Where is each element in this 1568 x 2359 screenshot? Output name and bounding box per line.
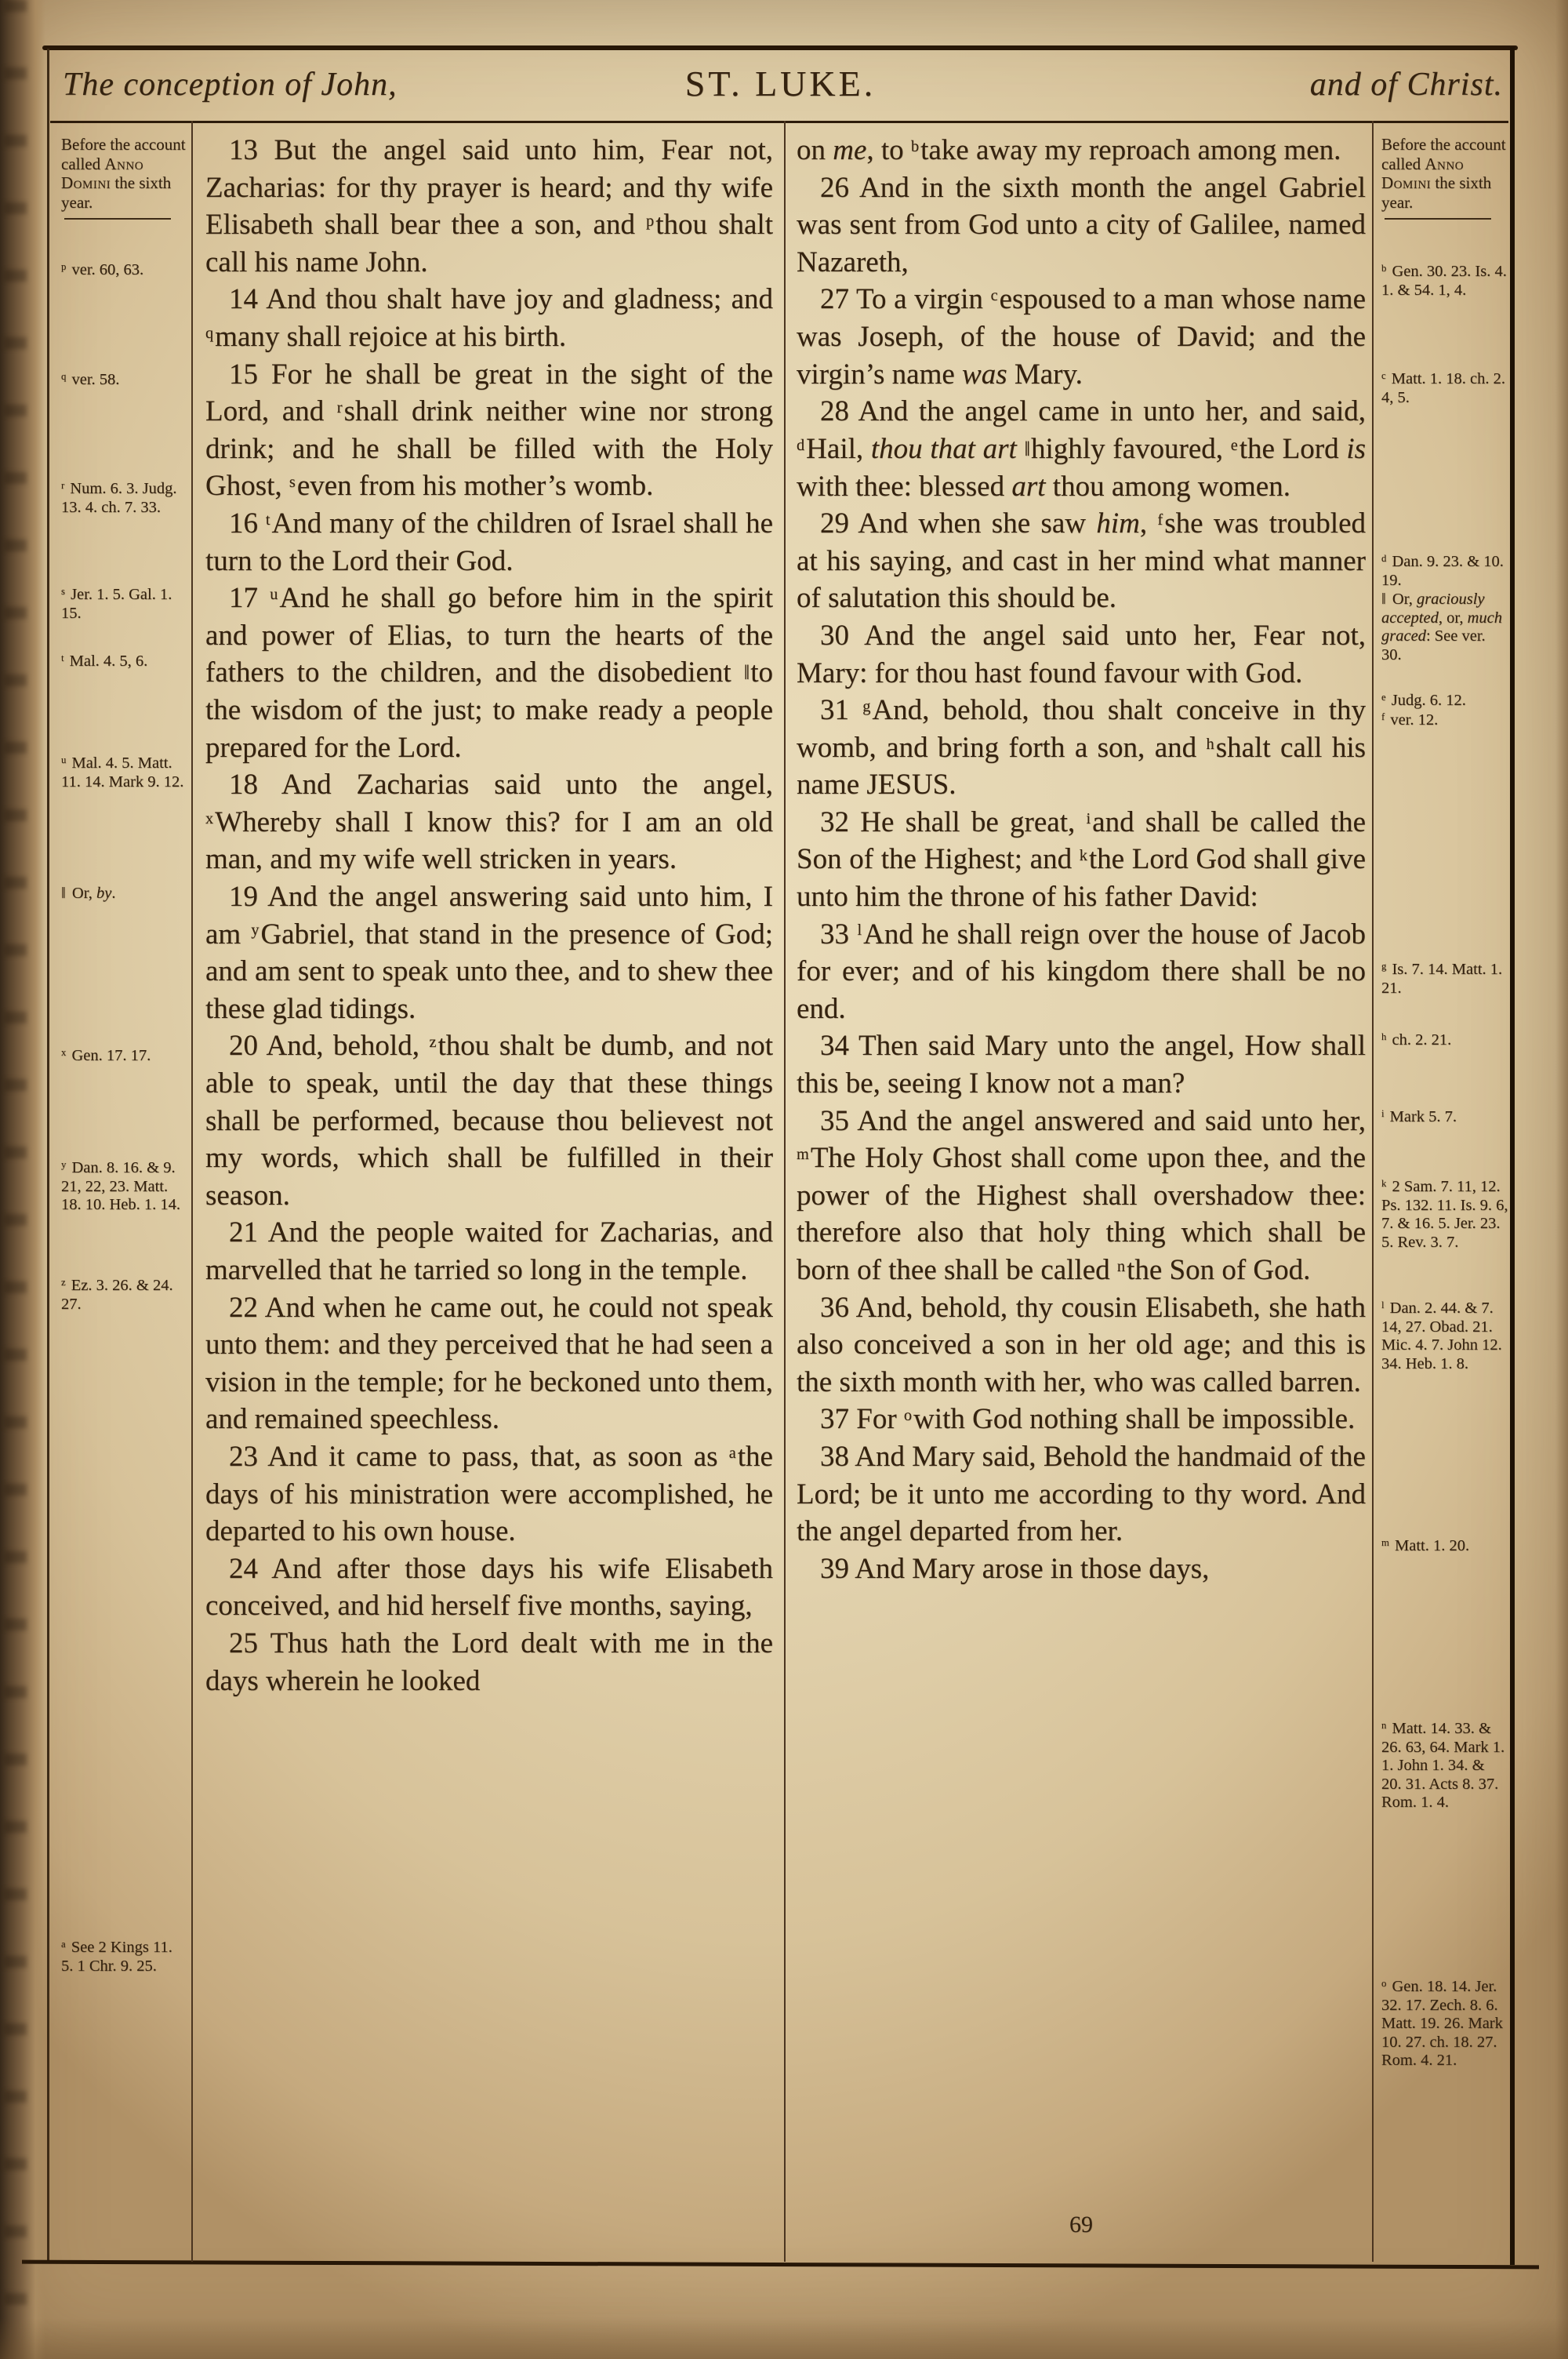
verse-26: 26 And in the sixth month the angel Gabriel was sent from God unto a city of Galilee, named Nazareth, <box>797 171 1366 278</box>
verse-14: 14 And thou shalt have joy and gladness; and $^q$many shall rejoice at his birth. <box>205 283 773 353</box>
verse-36: 36 And, behold, thy cousin Elisabeth, she hath also conceived a son in her old age; and this is the sixth month with her, who was called barren. <box>797 1291 1366 1398</box>
ref-letter-t: t <box>265 511 270 529</box>
margin-note-a: $^a$ See 2 Kings 11. 5. 1 Chr. 9. 25. <box>61 1939 172 1975</box>
or-reference-mark: ‖ <box>743 660 750 685</box>
ref-letter-q: q <box>205 324 214 342</box>
margin-heading <box>61 135 188 220</box>
ref-letter-c: c <box>990 287 998 305</box>
ref-letter-e: e <box>1230 436 1238 454</box>
italic-text: him <box>1096 507 1140 540</box>
note-letter: e <box>1381 692 1386 703</box>
page-right-edge <box>1555 0 1568 2359</box>
note-letter: f <box>1381 711 1385 723</box>
verse-25: 25 Thus hath the Lord dealt with me in the days wherein he looked <box>205 1627 773 1697</box>
margin-heading-rule <box>1385 218 1491 220</box>
verse-33: 33 $^l$And he shall reign over the house of Jacob for ever; and of his kingdom there shall be no end. <box>797 918 1366 1025</box>
italic-text: me <box>833 134 867 166</box>
text-column-right <box>797 132 1366 2262</box>
verse-16: 16 $^t$And many of the children of Israel shall he turn to the Lord their God. <box>205 507 773 577</box>
italic-text: graciously accepted <box>1381 591 1485 627</box>
running-head-right: and of Christ. <box>1309 67 1503 103</box>
text-column-left <box>205 132 773 2262</box>
margin-note-or: ‖ Or, graciously accepted, or, much graced: See ver. 30. <box>1381 591 1503 663</box>
ref-letter-d: d <box>797 436 805 454</box>
ref-letter-m: m <box>797 1146 809 1164</box>
rule-column-divider <box>784 121 786 2262</box>
rule-left-margin <box>191 121 193 2262</box>
ref-letter-a: a <box>728 1444 736 1462</box>
book-gutter-edge <box>0 0 45 2359</box>
left-margin-notes <box>60 45 190 2266</box>
ref-letter-g: g <box>862 697 871 715</box>
page-border-left <box>47 49 49 2263</box>
note-letter: h <box>1381 1031 1387 1043</box>
note-letter: l <box>1381 1299 1385 1311</box>
verse-22: 22 And when he came out, he could not speak unto them: and they perceived that he had seen a vision in the temple; for he beckoned unto them, and remained speechless. <box>205 1291 773 1436</box>
page-border-top <box>42 45 1518 50</box>
margin-note-m: $^m$ Matt. 1. 20. <box>1381 1537 1470 1554</box>
verse-23: 23 And it came to pass, that, as soon as $^a$the days of his ministration were accomplished, he departed to his own house. <box>205 1440 773 1548</box>
margin-note-d: $^d$ Dan. 9. 23. & 10. 19. <box>1381 553 1504 589</box>
anno-domini-smallcaps: Anno Domini <box>61 154 144 192</box>
note-letter: u <box>61 754 67 766</box>
verse-continuation: on me, to $^b$take away my reproach among men. <box>797 134 1341 166</box>
verse-31: 31 $^g$And, behold, thou shalt conceive in thy womb, and bring forth a son, and $^h$shalt call his name JESUS. <box>797 694 1366 801</box>
verse-30: 30 And the angel said unto her, Fear not, Mary: for thou hast found favour with God. <box>797 619 1366 689</box>
ref-letter-l: l <box>857 921 862 940</box>
margin-note-f: $^f$ ver. 12. <box>1381 711 1439 729</box>
note-letter: i <box>1381 1108 1385 1120</box>
verse-15: 15 For he shall be great in the sight of the Lord, and $^r$shall drink neither wine nor strong drink; and he shall be filled with the Holy Ghost, $^s$even from his mother’s womb. <box>205 358 773 503</box>
page-bottom-edge <box>0 2318 1568 2359</box>
header-rule <box>50 121 1508 123</box>
note-letter: z <box>61 1277 66 1289</box>
margin-note-z: $^z$ Ez. 3. 26. & 24. 27. <box>61 1277 173 1313</box>
note-letter: p <box>61 261 67 273</box>
note-letter: y <box>61 1159 67 1171</box>
italic-text: art <box>1011 470 1046 503</box>
italic-text: much graced <box>1381 609 1503 645</box>
rule-right-margin <box>1372 121 1374 2262</box>
italic-text: is <box>1346 432 1366 465</box>
margin-heading-text: Before the account called <box>1381 135 1506 173</box>
note-letter: x <box>61 1047 67 1059</box>
verse-24: 24 And after those days his wife Elisabeth conceived, and hid herself five months, saying, <box>205 1552 773 1623</box>
note-letter: b <box>1381 263 1387 274</box>
ref-letter-s: s <box>289 474 296 492</box>
ref-letter-r: r <box>336 398 343 416</box>
verse-28: 28 And the angel came in unto her, and said, $^d$Hail, thou that art ‖highly favoured, $^e$the Lord is with thee: blessed art thou among women. <box>797 395 1366 503</box>
right-margin-notes <box>1380 45 1510 2266</box>
margin-note-k: $^k$ 2 Sam. 7. 11, 12. Ps. 132. 11. Is. 9. 6, 7. & 16. 5. Jer. 23. 5. Rev. 3. 7. <box>1381 1178 1508 1251</box>
verse-18: 18 And Zacharias said unto the angel, $^x$Whereby shall I know this? for I am an old man, and my wife well stricken in years. <box>205 769 773 876</box>
margin-note-or: ‖ Or, by. <box>61 885 116 902</box>
margin-note-u: $^u$ Mal. 4. 5. Matt. 11. 14. Mark 9. 12. <box>61 754 184 791</box>
margin-note-o: $^o$ Gen. 18. 14. Jer. 32. 17. Zech. 8. 6. Matt. 19. 26. Mark 10. 27. ch. 18. 27. Rom. 4. 21. <box>1381 1978 1503 2069</box>
note-letter: ‖ <box>61 885 66 902</box>
ref-letter-y: y <box>251 921 260 940</box>
note-letter: k <box>1381 1178 1387 1190</box>
verse-39: 39 And Mary arose in those days, <box>820 1552 1210 1585</box>
note-letter: ‖ <box>1381 591 1386 608</box>
margin-note-p: $^p$ ver. 60, 63. <box>61 261 144 278</box>
margin-note-x: $^x$ Gen. 17. 17. <box>61 1047 151 1064</box>
page-number: 69 <box>1069 2212 1093 2237</box>
or-reference-mark: ‖ <box>1024 436 1030 460</box>
margin-note-g: $^g$ Is. 7. 14. Matt. 1. 21. <box>1381 961 1503 997</box>
book-page <box>45 45 1515 2266</box>
ref-letter-h: h <box>1206 735 1214 753</box>
note-letter: r <box>61 480 65 492</box>
note-letter: c <box>1381 370 1386 382</box>
page-border-right <box>1510 47 1515 2265</box>
ref-letter-b: b <box>910 137 920 155</box>
ref-letter-f: f <box>1157 511 1163 529</box>
ref-letter-k: k <box>1079 847 1087 865</box>
margin-heading-rule <box>64 218 171 220</box>
verse-29: 29 And when she saw him, $^f$she was troubled at his saying, and cast in her mind what manner of salutation this should be. <box>797 507 1366 615</box>
verse-17: 17 $^u$And he shall go before him in the spirit and power of Elias, to turn the hearts of the fathers to the children, and the disobedient ‖to the wisdom of the just; to make ready a people prepared for the Lord. <box>205 582 773 764</box>
margin-note-n: $^n$ Matt. 14. 33. & 26. 63, 64. Mark 1. 1. John 1. 34. & 20. 31. Acts 8. 37. Rom. 1. 4. <box>1381 1720 1505 1811</box>
note-letter: g <box>1381 961 1387 972</box>
margin-note-l: $^l$ Dan. 2. 44. & 7. 14, 27. Obad. 21. Mic. 4. 7. John 12. 34. Heb. 1. 8. <box>1381 1299 1502 1372</box>
verse-19: 19 And the angel answering said unto him, I am $^y$Gabriel, that stand in the presence of God; and am sent to speak unto thee, and to shew thee these glad tidings. <box>205 881 773 1025</box>
margin-note-c: $^c$ Matt. 1. 18. ch. 2. 4, 5. <box>1381 370 1505 406</box>
verse-35: 35 And the angel answered and said unto her, $^m$The Holy Ghost shall come upon thee, and the power of the Highest shall overshadow thee: therefore also that holy thing which shall be born of thee shall be called $^n$the Son of God. <box>797 1104 1366 1286</box>
italic-text: by <box>96 885 112 902</box>
margin-heading-text: the sixth year. <box>1381 173 1492 212</box>
ref-letter-o: o <box>903 1407 913 1425</box>
margin-heading-text: Before the account called <box>61 135 186 173</box>
italic-text: thou that art <box>870 432 1017 465</box>
running-head-left: The conception of John, <box>63 67 397 103</box>
margin-note-r: $^r$ Num. 6. 3. Judg. 13. 4. ch. 7. 33. <box>61 480 177 516</box>
verse-13: 13 But the angel said unto him, Fear not, Zacharias: for thy prayer is heard; and thy wife Elisabeth shall bear thee a son, and $^p$thou shalt call his name John. <box>205 134 773 278</box>
ref-letter-i: i <box>1086 809 1091 827</box>
margin-note-q: $^q$ ver. 58. <box>61 371 120 388</box>
ref-letter-u: u <box>270 585 278 603</box>
note-letter: a <box>61 1939 66 1950</box>
ref-letter-n: n <box>1116 1257 1126 1275</box>
ref-letter-x: x <box>205 809 214 827</box>
note-letter: n <box>1381 1720 1387 1732</box>
italic-text: was <box>962 358 1007 391</box>
running-head-title: ST. LUKE. <box>684 64 877 104</box>
margin-note-t: $^t$ Mal. 4. 5, 6. <box>61 652 148 670</box>
verse-37: 37 For $^o$with God nothing shall be impossible. <box>820 1403 1356 1436</box>
note-letter: t <box>61 652 64 664</box>
verse-34: 34 Then said Mary unto the angel, How shall this be, seeing I know not a man? <box>797 1030 1366 1100</box>
margin-note-h: $^h$ ch. 2. 21. <box>1381 1031 1452 1049</box>
margin-note-i: $^i$ Mark 5. 7. <box>1381 1108 1457 1125</box>
anno-domini-smallcaps: Anno Domini <box>1381 154 1465 192</box>
verse-21: 21 And the people waited for Zacharias, and marvelled that he tarried so long in the temple. <box>205 1216 773 1286</box>
note-letter: q <box>61 371 67 383</box>
margin-note-y: $^y$ Dan. 8. 16. & 9. 21, 22, 23. Matt. 18. 10. Heb. 1. 14. <box>61 1159 181 1213</box>
margin-heading <box>1381 135 1508 220</box>
margin-heading-text: the sixth year. <box>61 173 172 212</box>
margin-note-b: $^b$ Gen. 30. 23. Is. 4. 1. & 54. 1, 4. <box>1381 263 1507 299</box>
verse-32: 32 He shall be great, $^i$and shall be called the Son of the Highest; and $^k$the Lord God shall give unto him the throne of his father David: <box>797 805 1366 914</box>
margin-note-e: $^e$ Judg. 6. 12. <box>1381 692 1466 709</box>
verse-38: 38 And Mary said, Behold the handmaid of the Lord; be it unto me according to thy word. And the angel departed from her. <box>797 1440 1366 1548</box>
verse-20: 20 And, behold, $^z$thou shalt be dumb, and not able to speak, until the day that these things shall be performed, because thou believest not my words, which shall be fulfilled in their season. <box>205 1030 773 1212</box>
margin-note-s: $^s$ Jer. 1. 5. Gal. 1. 15. <box>61 586 172 622</box>
note-letter: m <box>1381 1537 1389 1549</box>
note-letter: o <box>1381 1978 1387 1990</box>
ref-letter-p: p <box>646 213 655 231</box>
note-letter: s <box>61 586 65 598</box>
ref-letter-z: z <box>429 1034 437 1052</box>
note-letter: d <box>1381 553 1387 565</box>
verse-27: 27 To a virgin $^c$espoused to a man whose name was Joseph, of the house of David; and the virgin’s name was Mary. <box>797 283 1366 391</box>
